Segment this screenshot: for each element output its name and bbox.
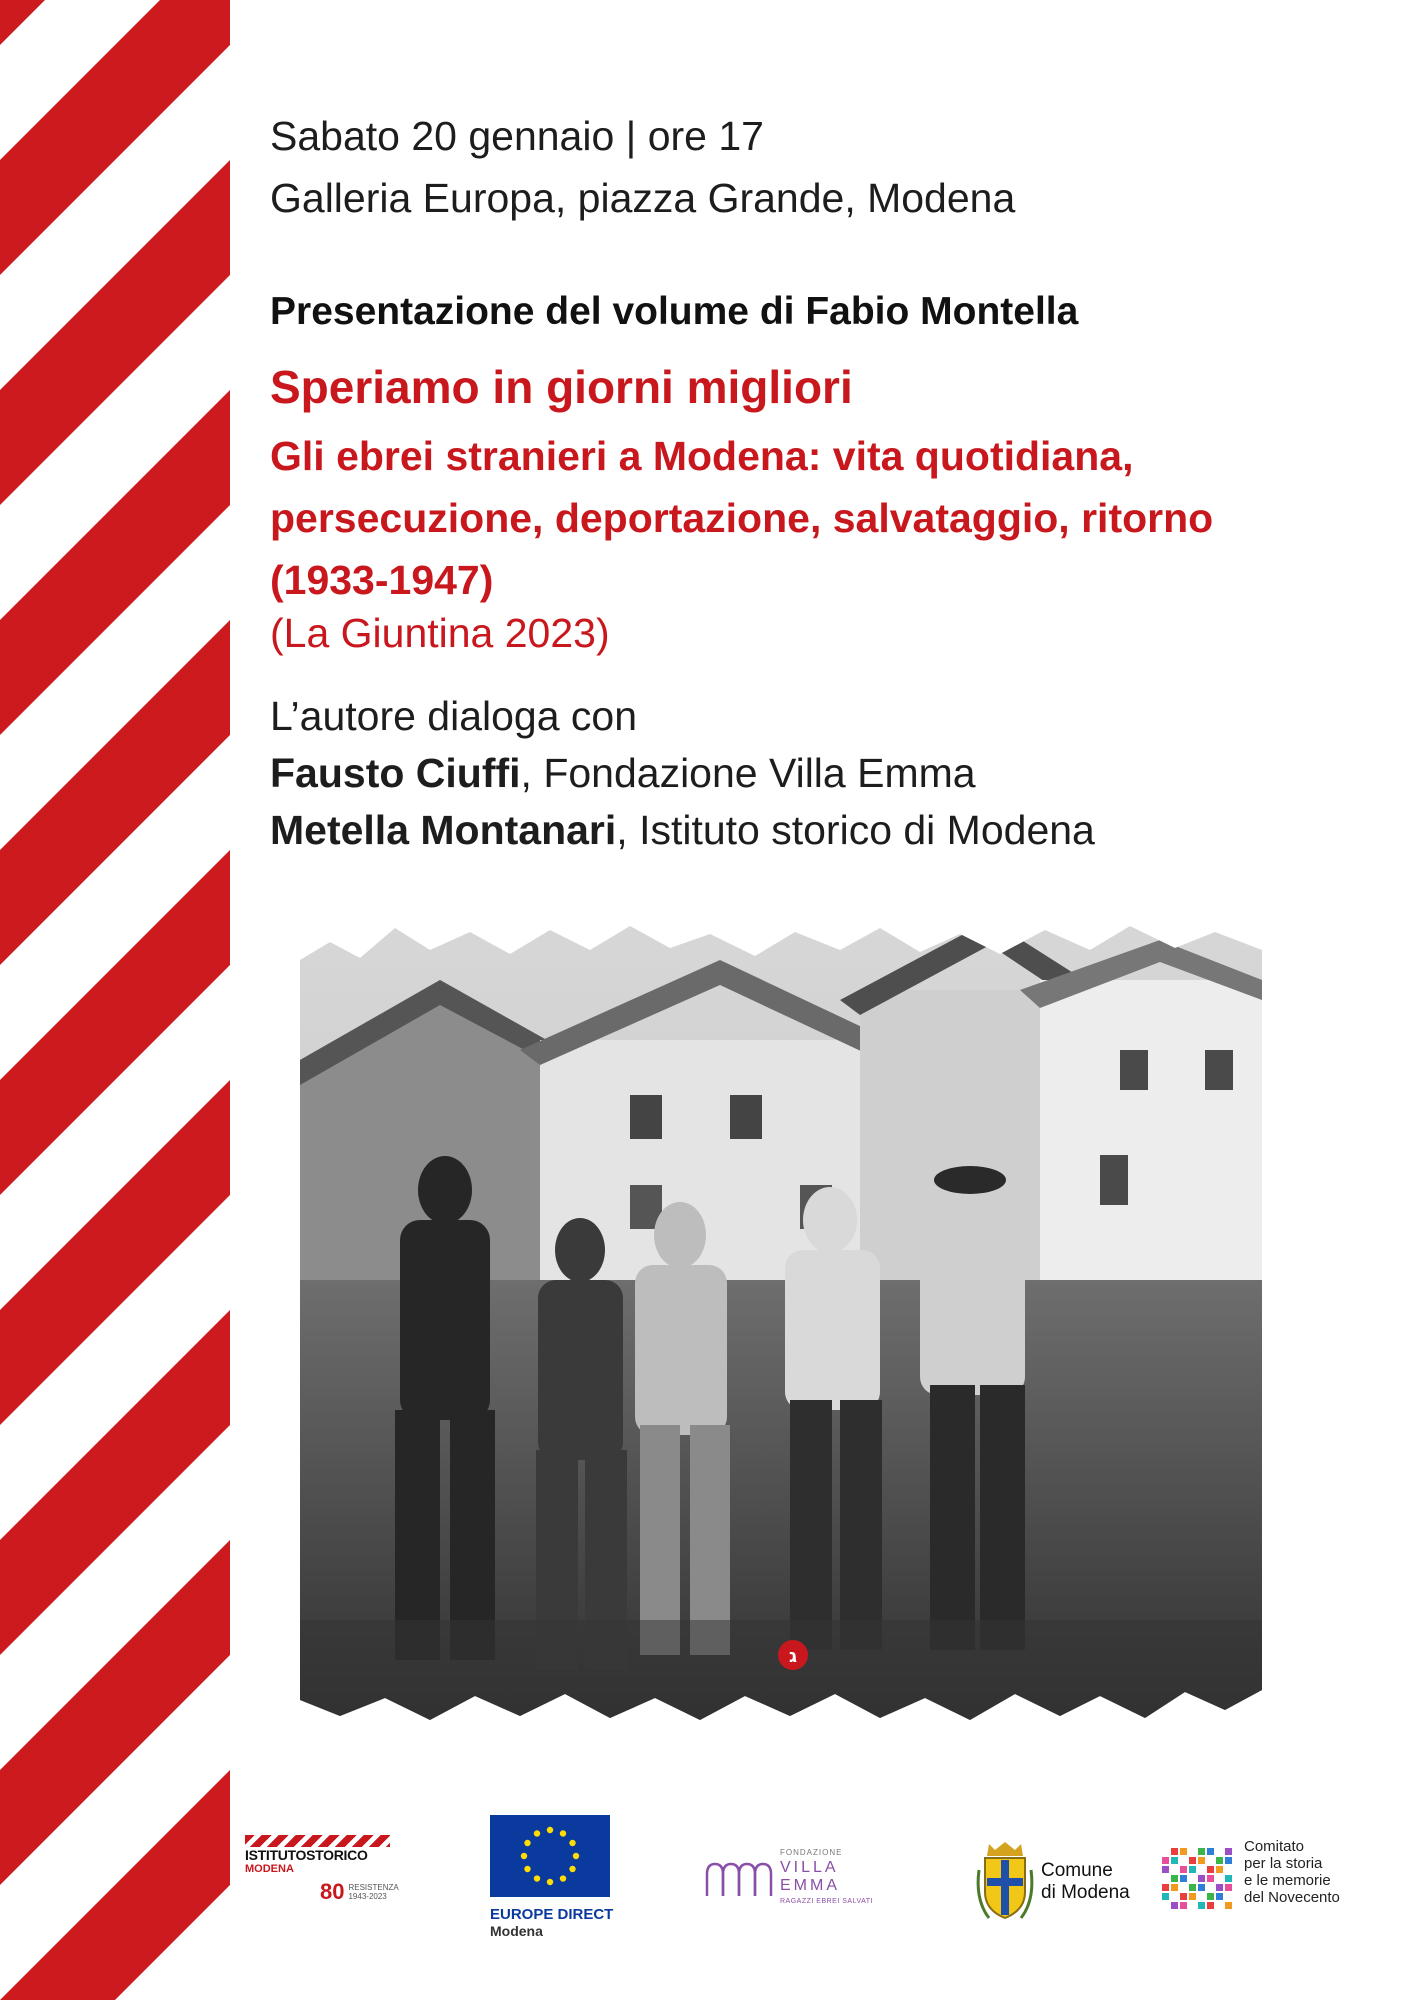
logo-istituto-storico [245,1835,399,1915]
istituto-line2: MODENA [245,1863,294,1875]
comitato-tile [1162,1866,1169,1873]
comitato-tile [1207,1902,1214,1909]
comitato-tile [1171,1857,1178,1864]
comitato-tile [1162,1893,1169,1900]
eu-star-icon [547,1879,553,1885]
event-date: Sabato 20 gennaio | ore 17 [270,113,764,159]
speaker-1-name: Fausto Ciuffi [270,750,521,796]
comitato-tile [1171,1902,1178,1909]
eu-star-icon [569,1840,575,1846]
comitato-tile [1189,1893,1196,1900]
comitato-tile [1180,1848,1187,1855]
europe-direct-line1: EUROPE DIRECT [490,1906,614,1923]
comitato-tile [1180,1875,1187,1882]
comitato-tile [1225,1848,1232,1855]
eu-star-icon [547,1827,553,1833]
comitato-tile [1180,1893,1187,1900]
comitato-tile [1189,1857,1196,1864]
comitato-line4: del Novecento [1244,1889,1340,1906]
comitato-tile [1207,1848,1214,1855]
eu-flag-icon [490,1815,610,1897]
comitato-tile [1189,1866,1196,1873]
villa-emma-arches-icon [705,1860,775,1900]
comitato-tile [1198,1902,1205,1909]
eu-star-icon [521,1853,527,1859]
eu-star-icon [524,1840,530,1846]
comitato-tile [1180,1866,1187,1873]
comitato-tile [1216,1866,1223,1873]
comitato-tile [1207,1875,1214,1882]
speaker-2-name: Metella Montanari [270,807,617,853]
villa-emma-tagline: RAGAZZI EBREI SALVATI [780,1898,873,1905]
villa-emma-name1: VILLA [780,1859,839,1876]
comitato-tile [1198,1884,1205,1891]
istituto-years: 1943-2023 [348,1892,387,1901]
comitato-tile [1225,1875,1232,1882]
comune-line2: di Modena [1041,1882,1130,1903]
istituto-line1: ISTITUTOSTORICO [245,1847,368,1863]
istituto-badge: 80 [320,1879,345,1904]
book-title: Speriamo in giorni migliori [270,361,853,413]
comitato-line2: per la storia [1244,1855,1323,1872]
comitato-tile [1180,1902,1187,1909]
comitato-tile [1198,1857,1205,1864]
logo-comitato-novecento [1158,1838,1378,1928]
comitato-tile [1216,1857,1223,1864]
comitato-line1: Comitato [1244,1838,1305,1855]
villa-emma-name2: EMMA [780,1877,840,1894]
comitato-line3: e le memorie [1244,1872,1331,1889]
historical-photo [300,920,1262,1724]
istituto-resist: RESISTENZA [348,1883,399,1892]
logo-comune-modena [975,1840,1150,1930]
publisher-mark-glyph: ג [788,1646,798,1667]
comitato-tile [1171,1848,1178,1855]
eu-star-icon [560,1830,566,1836]
eu-star-icon [560,1875,566,1881]
comitato-tile [1216,1884,1223,1891]
comitato-tile [1189,1884,1196,1891]
logo-villa-emma [705,1848,890,1908]
comitato-tile [1216,1893,1223,1900]
event-venue: Galleria Europa, piazza Grande, Modena [270,175,1016,221]
eu-star-icon [569,1866,575,1872]
comune-crest-icon [975,1840,1035,1924]
comitato-tile [1207,1893,1214,1900]
comitato-tile [1225,1857,1232,1864]
eu-star-icon [573,1853,579,1859]
comitato-grid-icon [1158,1844,1238,1914]
eu-star-icon [524,1866,530,1872]
comitato-tile [1171,1884,1178,1891]
red-stripe-band [0,0,230,2000]
book-publisher: (La Giuntina 2023) [270,610,610,656]
dialogue-lead: L’autore dialoga con [270,693,638,739]
logo-europe-direct [490,1815,620,1939]
speaker-1 [270,750,976,797]
europe-direct-line2: Modena [490,1923,543,1939]
comitato-tile [1225,1884,1232,1891]
comitato-tile [1162,1884,1169,1891]
comitato-tile [1171,1875,1178,1882]
speaker-2-affiliation: , Istituto storico di Modena [616,807,1095,853]
comitato-tile [1162,1857,1169,1864]
comitato-tile [1225,1902,1232,1909]
speaker-2 [270,807,1095,854]
eu-star-icon [534,1830,540,1836]
istituto-stripe-icon [245,1835,390,1847]
comitato-tile [1198,1848,1205,1855]
comune-line1: Comune [1041,1860,1113,1881]
speaker-1-affiliation: , Fondazione Villa Emma [520,750,976,796]
book-subtitle: Gli ebrei stranieri a Modena: vita quotidiana, persecuzione, deportazione, salvataggio, ritorno (1933-1947) [270,433,1214,603]
villa-emma-top: FONDAZIONE [780,1848,843,1857]
eu-star-icon [534,1875,540,1881]
comitato-tile [1207,1866,1214,1873]
comitato-tile [1198,1875,1205,1882]
presentation-heading: Presentazione del volume di Fabio Montella [270,290,1079,333]
